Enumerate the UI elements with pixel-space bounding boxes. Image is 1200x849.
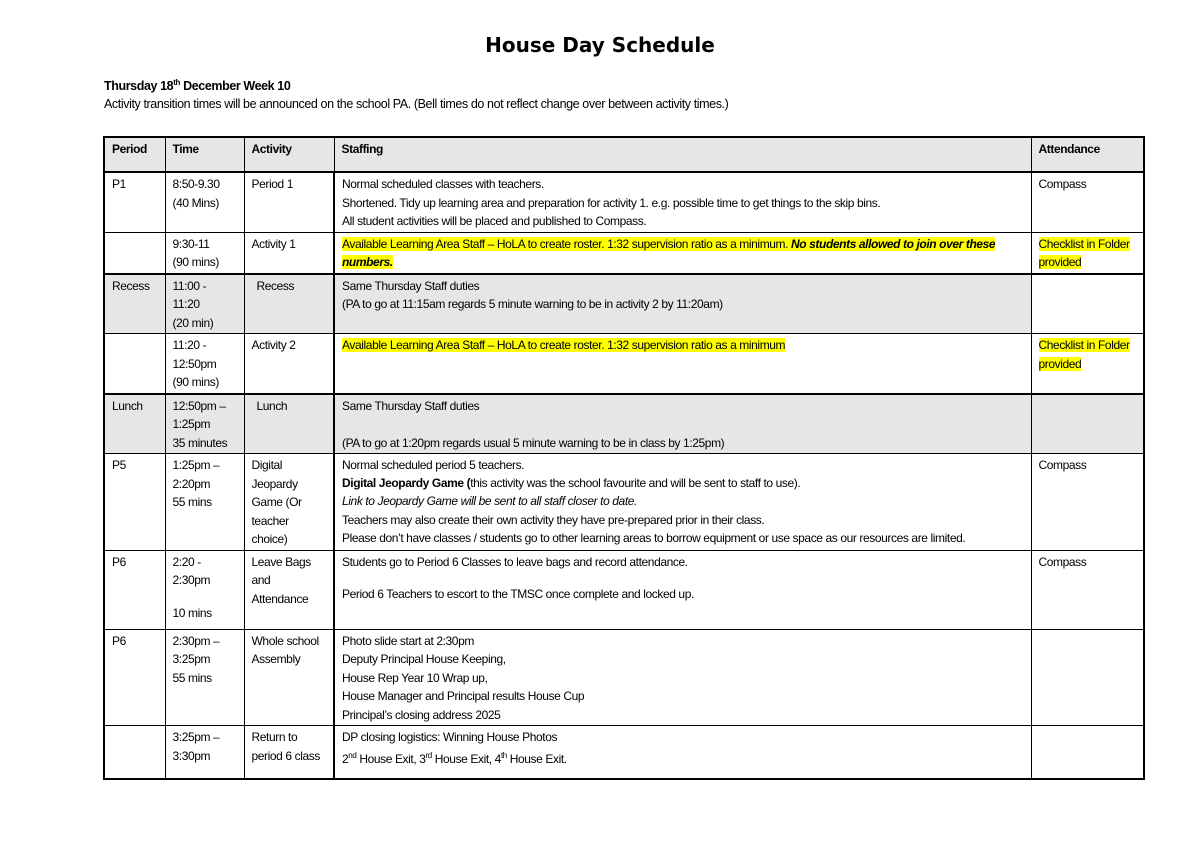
time-line: 10 mins (172, 605, 212, 620)
table-row (104, 454, 1144, 551)
cell-staffing (334, 629, 1031, 726)
house-exit-line (342, 747, 1024, 769)
table-row (104, 550, 1144, 629)
table-row (104, 232, 1144, 274)
exit-number: 2 (342, 751, 349, 766)
schedule-table (103, 136, 1145, 780)
highlighted-attendance: Checklist in Folder provided (1038, 338, 1130, 371)
cell-time (165, 232, 244, 274)
staffing-line: Shortened. Tidy up learning area and preparation for activity 1. e.g. possible time to get things to the skip bins. (342, 195, 881, 210)
staffing-line: Normal scheduled classes with teachers. (342, 177, 544, 191)
staffing-line: Teachers may also create their own activity they have pre-prepared prior in their class. (342, 512, 765, 527)
cell-period (104, 334, 165, 394)
cell-period: P1 (104, 172, 165, 232)
time-line: (90 mins) (172, 375, 219, 389)
table-row (104, 629, 1144, 726)
cell-staffing (334, 726, 1031, 779)
time-line: (40 Mins) (172, 195, 219, 210)
exit-suffix: th (500, 750, 507, 760)
cell-attendance (1031, 629, 1144, 726)
jeopardy-desc: this activity was the school favourite and will be sent to staff to use). (470, 476, 801, 491)
date-rest: December Week 10 (180, 79, 291, 94)
cell-period (104, 726, 165, 779)
cell-attendance (1031, 726, 1144, 779)
highlighted-warning: No students allowed to join over these numbers. (342, 236, 996, 269)
transition-note: Activity transition times will be announced on the school PA. (Bell times do not reflect change over between activity times.) (104, 97, 729, 111)
time-line: 1:25pm – (172, 458, 220, 472)
time-line: 55 mins (172, 495, 212, 509)
cell-period: Recess (104, 274, 165, 334)
exit-number: 3 (419, 751, 426, 766)
cell-activity: Leave Bags and Attendance (244, 550, 334, 629)
header-time: Time (165, 137, 244, 172)
time-line: (20 min) (172, 315, 214, 330)
table-row (104, 394, 1144, 454)
table-row (104, 172, 1144, 232)
staffing-line: All student activities will be placed and published to Compass. (342, 214, 647, 228)
exit-suffix: rd (425, 750, 432, 760)
time-line: 2:30pm (172, 573, 211, 587)
cell-staffing (334, 232, 1031, 274)
staffing-line: Principal’s closing address 2025 (342, 707, 501, 722)
staffing-line: Link to Jeopardy Game will be sent to all staff closer to date. (342, 494, 637, 509)
header-attendance: Attendance (1031, 137, 1144, 172)
cell-attendance (1031, 394, 1144, 454)
time-line: 2:20 - (172, 554, 201, 569)
date-line (104, 78, 290, 93)
staffing-line: Same Thursday Staff duties (342, 398, 480, 413)
time-line: 9:30-11 (172, 236, 210, 251)
exit-text: House Exit, (431, 751, 495, 766)
cell-time (165, 726, 244, 779)
date-suffix: th (173, 78, 181, 87)
cell-activity: Digital Jeopardy Game (Or teacher choice) (244, 454, 334, 551)
highlighted-text: Available Learning Area Staff – HoLA to create roster. 1:32 supervision ratio as a minimum. (342, 236, 792, 251)
time-line: 3:25pm (172, 652, 211, 666)
cell-period (104, 232, 165, 274)
cell-activity: Period 1 (244, 172, 334, 232)
cell-attendance (1031, 334, 1144, 394)
date-day: Thursday 18 (104, 79, 174, 94)
cell-activity: Activity 1 (244, 232, 334, 274)
exit-text: House Exit. (506, 751, 567, 766)
cell-attendance: Compass (1031, 550, 1144, 629)
time-line: 11:20 - (172, 338, 207, 352)
staffing-line: House Rep Year 10 Wrap up, (342, 670, 488, 685)
table-header-row (104, 137, 1144, 172)
staffing-line: (PA to go at 11:15am regards 5 minute warning to be in activity 2 by 11:20am) (342, 297, 723, 311)
page-title: House Day Schedule (485, 33, 715, 57)
cell-time (165, 334, 244, 394)
time-line: 55 mins (172, 670, 212, 685)
time-line: 11:20 (172, 297, 200, 311)
cell-activity: Recess (244, 274, 334, 334)
time-line: (90 mins) (172, 255, 219, 269)
header-activity: Activity (244, 137, 334, 172)
staffing-line: Normal scheduled period 5 teachers. (342, 458, 525, 472)
staffing-line: House Manager and Principal results House Cup (342, 689, 585, 703)
time-line: 3:25pm – (172, 730, 220, 744)
staffing-line: Students go to Period 6 Classes to leave bags and record attendance. (342, 554, 688, 569)
staffing-line: Deputy Principal House Keeping, (342, 652, 506, 666)
cell-time (165, 394, 244, 454)
time-line: 3:30pm (172, 748, 211, 763)
time-line: 8:50-9.30 (172, 177, 220, 191)
table-row (104, 334, 1144, 394)
cell-activity: Lunch (244, 394, 334, 454)
jeopardy-title: Digital Jeopardy Game ( (342, 476, 471, 491)
cell-time (165, 454, 244, 551)
time-line: 1:25pm (172, 417, 211, 431)
table-row (104, 726, 1144, 779)
highlighted-text: Available Learning Area Staff – HoLA to create roster. 1:32 supervision ratio as a minimum (342, 338, 786, 352)
staffing-line: Photo slide start at 2:30pm (342, 633, 474, 648)
cell-staffing (334, 550, 1031, 629)
cell-staffing (334, 172, 1031, 232)
cell-attendance: Compass (1031, 454, 1144, 551)
time-line: 35 minutes (172, 435, 228, 450)
highlighted-attendance: Checklist in Folder provided (1038, 236, 1130, 269)
time-line: 2:20pm (172, 476, 211, 491)
cell-staffing (334, 454, 1031, 551)
cell-time (165, 550, 244, 629)
header-staffing: Staffing (334, 137, 1031, 172)
cell-staffing (334, 334, 1031, 394)
cell-staffing (334, 394, 1031, 454)
staffing-line (342, 474, 1024, 492)
staffing-line: Same Thursday Staff duties (342, 278, 480, 293)
staffing-line: DP closing logistics: Winning House Photos (342, 730, 558, 744)
cell-attendance (1031, 274, 1144, 334)
time-line: 12:50pm (172, 356, 217, 371)
cell-activity: Activity 2 (244, 334, 334, 394)
time-line: 12:50pm – (172, 398, 226, 413)
cell-period: P6 (104, 629, 165, 726)
cell-period: Lunch (104, 394, 165, 454)
cell-attendance: Compass (1031, 172, 1144, 232)
cell-activity: Return to period 6 class (244, 726, 334, 779)
cell-staffing (334, 274, 1031, 334)
cell-activity: Whole school Assembly (244, 629, 334, 726)
exit-suffix: nd (348, 750, 357, 760)
cell-time (165, 629, 244, 726)
header-period: Period (104, 137, 165, 172)
cell-period: P5 (104, 454, 165, 551)
exit-text: House Exit, (356, 751, 420, 766)
staffing-line: Please don’t have classes / students go to other learning areas to borrow equipment or use space as our resources are limited. (342, 530, 966, 545)
staffing-line: (PA to go at 1:20pm regards usual 5 minute warning to be in class by 1:25pm) (342, 435, 725, 450)
cell-time (165, 172, 244, 232)
time-line: 2:30pm – (172, 633, 220, 648)
time-line: 11:00 - (172, 278, 207, 293)
cell-time (165, 274, 244, 334)
exit-number: 4 (494, 751, 501, 766)
cell-attendance (1031, 232, 1144, 274)
staffing-line: Period 6 Teachers to escort to the TMSC once complete and locked up. (342, 587, 694, 601)
cell-period: P6 (104, 550, 165, 629)
table-row (104, 274, 1144, 334)
